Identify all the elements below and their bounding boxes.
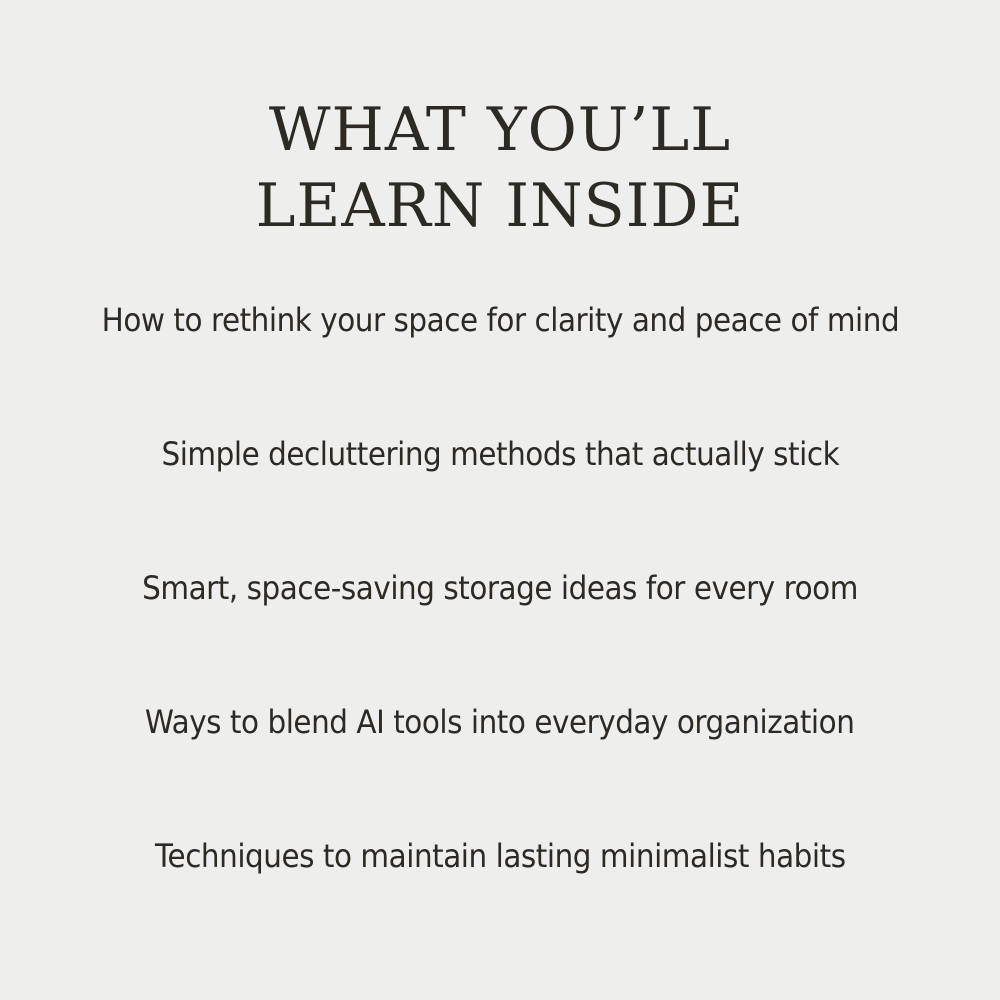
list-item xyxy=(0,424,1000,558)
list-item-text: Ways to blend AI tools into everyday organization xyxy=(145,703,855,741)
list-item-text: Smart, space-saving storage ideas for every room xyxy=(142,569,858,607)
title-line-2: LEARN INSIDE xyxy=(255,171,745,241)
page-title xyxy=(0,92,1000,244)
list-item-text: Techniques to maintain lasting minimalist habits xyxy=(154,837,846,875)
title-line-1: WHAT YOU’LL xyxy=(268,95,732,165)
list-item-text: Simple decluttering methods that actually stick xyxy=(161,435,839,473)
list-item-text: How to rethink your space for clarity and peace of mind xyxy=(101,301,899,339)
list-item xyxy=(0,558,1000,692)
learning-list xyxy=(0,290,1000,960)
list-item xyxy=(0,692,1000,826)
list-item xyxy=(0,290,1000,424)
list-item xyxy=(0,826,1000,960)
